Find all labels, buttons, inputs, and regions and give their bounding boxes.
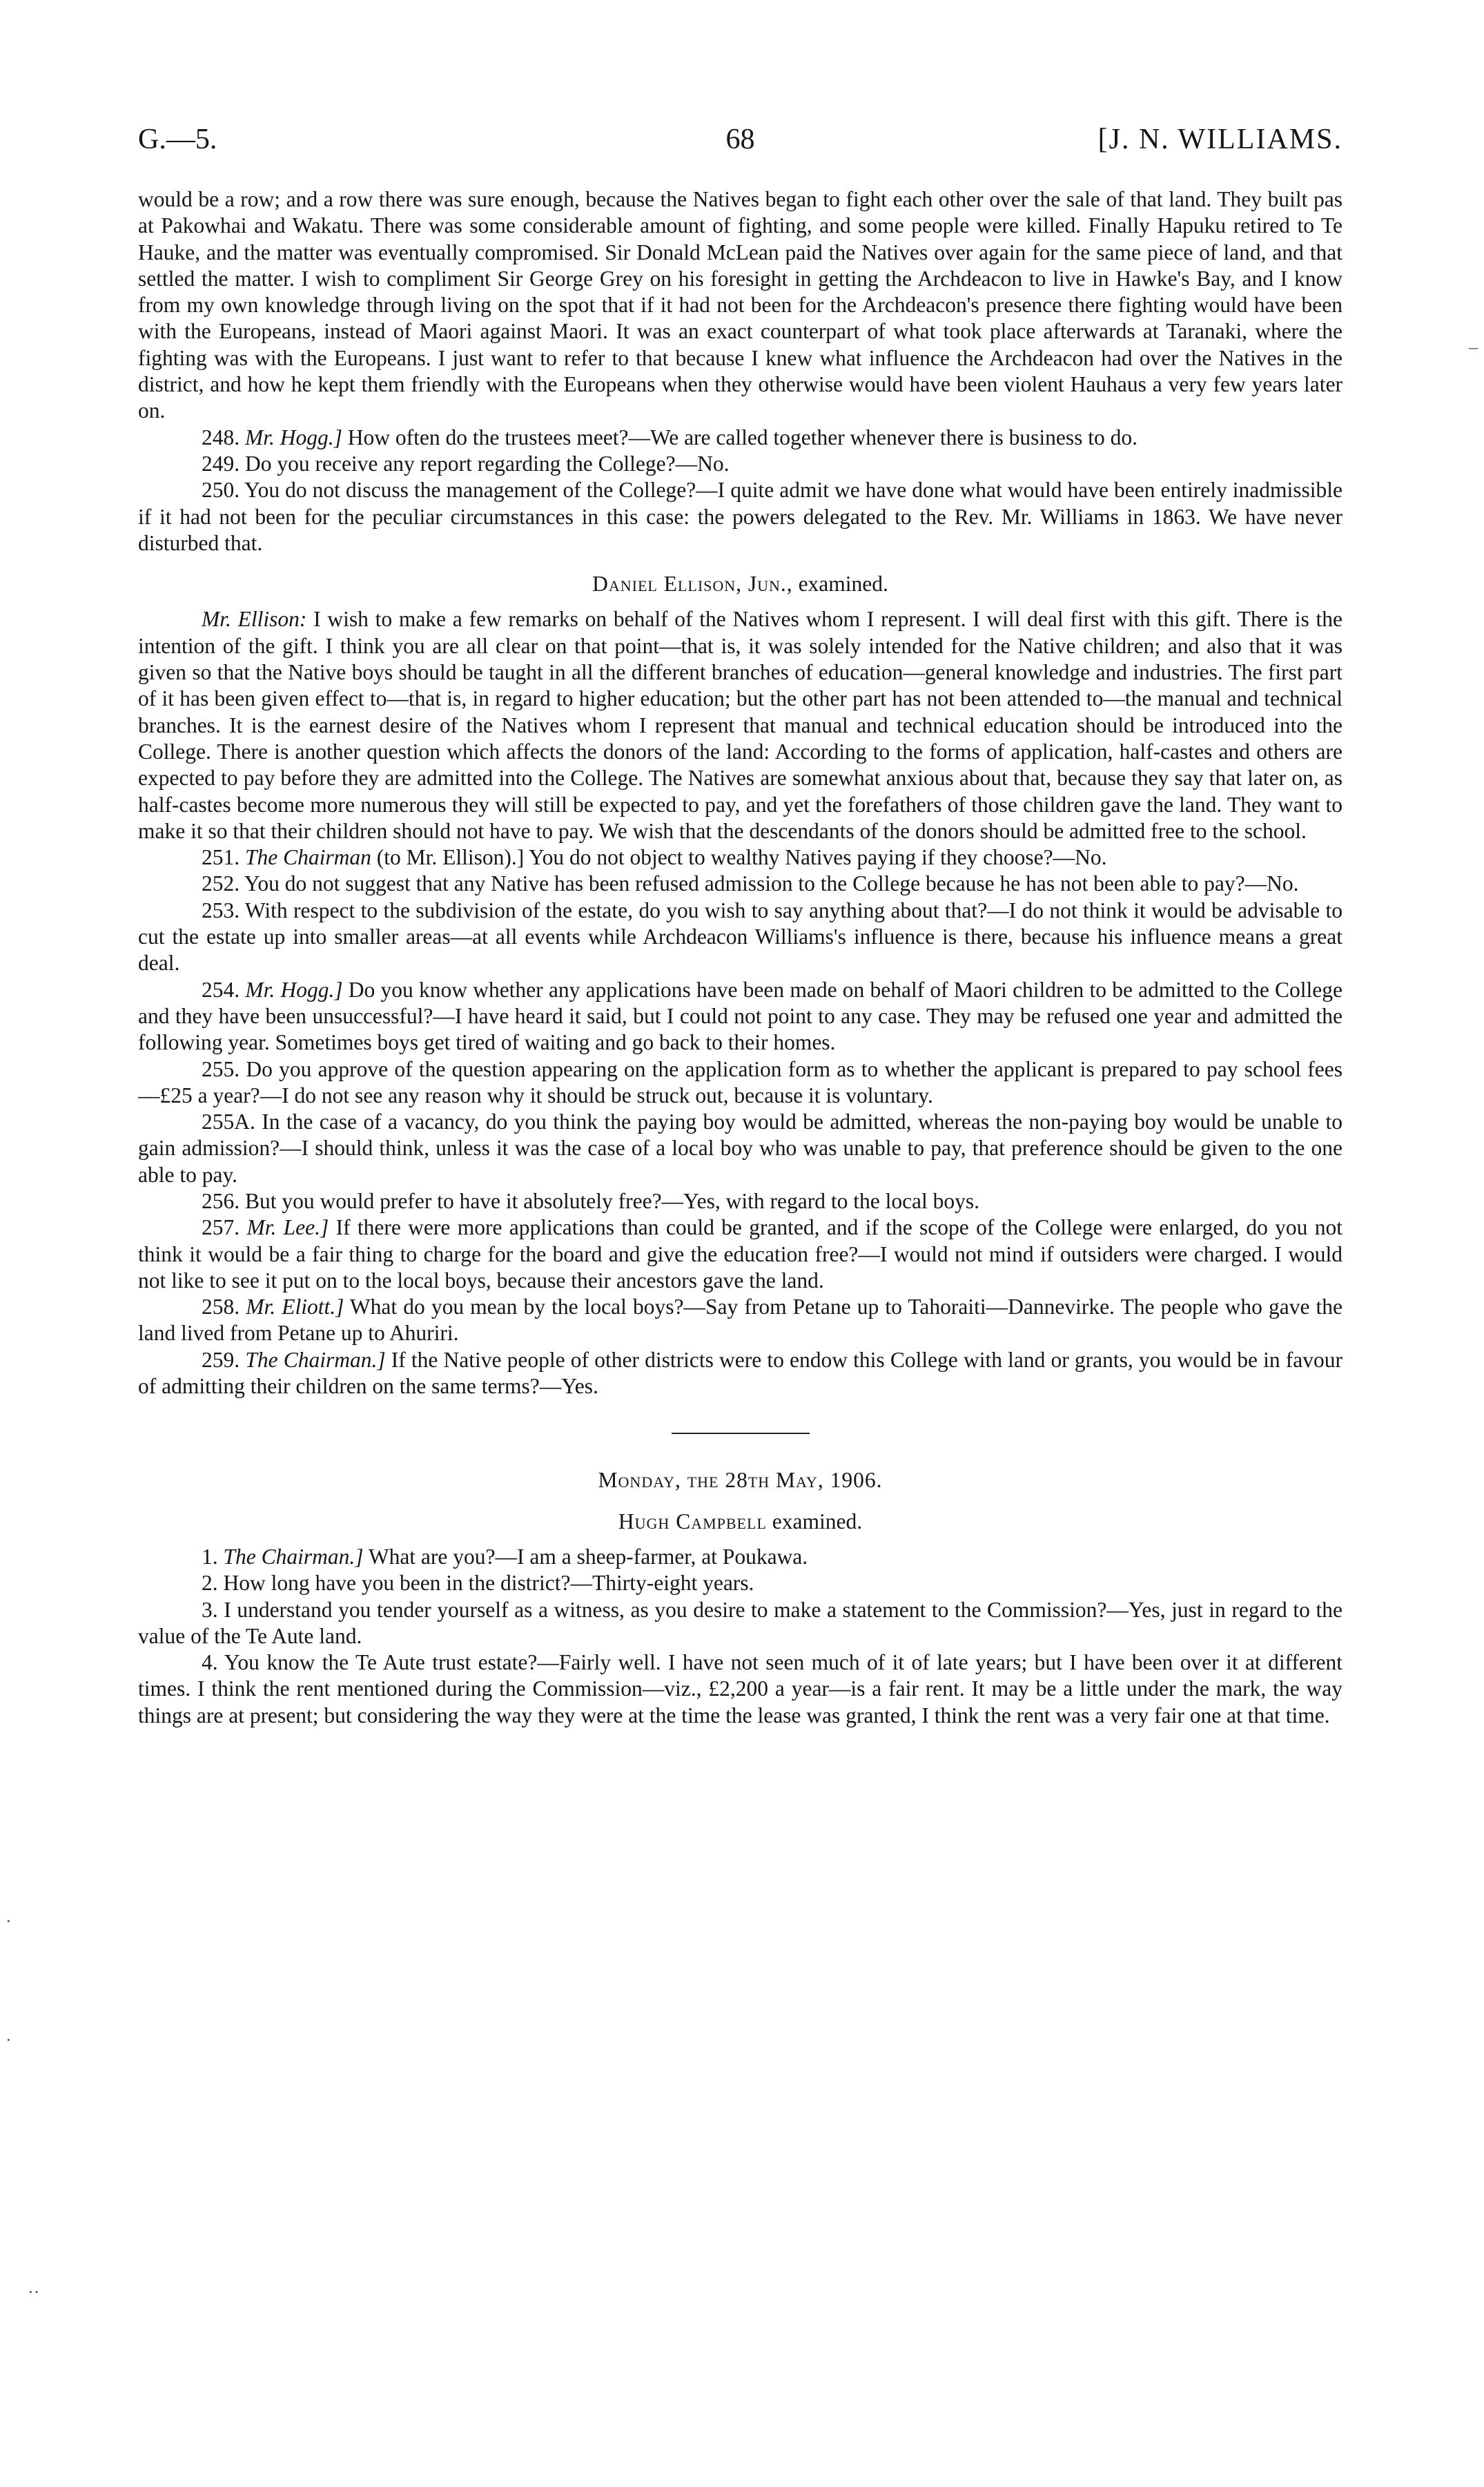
witness-name-header: [J. N. WILLIAMS.: [1097, 124, 1343, 155]
page-body: [138, 186, 1343, 1729]
document-code: G.—5.: [138, 124, 217, 155]
speaker: Mr. Ellison:: [202, 607, 307, 632]
speaker: The Chairman.]: [223, 1544, 364, 1569]
continued-paragraph: would be a row; and a row there was sure enough, because the Natives began to fight each other over the sale of that land. They built pas at Pakowhai and Wakatu. There was some considerable amount of fighting, and some people were killed. Finally Hapuku retired to Te Hauke, and the matter was eventually compromised. Sir Donald McLean paid the Natives over again for the same piece of land, and that settled the matter. I wish to compliment Sir George Grey on his foresight in getting the Archdeacon to live in Hawke's Bay, and I know from my own knowledge through living on the spot that if it had not been for the Archdeacon's presence there fighting would have been with the Europeans, instead of Maori against Maori. It was an exact counterpart of what took place afterwards at Taranaki, where the fighting was with the Europeans. I just want to refer to that because I knew what influence the Archdeacon had over the Natives in the district, and how he kept them friendly with the Europeans when they otherwise would have been violent Hauhaus a very few years later on.: [138, 187, 1343, 423]
question-248: 248. Mr. Hogg.] How often do the trustees meet?—We are called together whenever there is business to do.: [202, 425, 1138, 449]
section-divider: [672, 1433, 810, 1434]
witness-heading-ellison: Daniel Ellison, Jun., examined.: [592, 572, 888, 597]
question-255: 255. Do you approve of the question appearing on the application form as to whether the applicant is prepared to pay school fees—£25 a year?—I do not see any reason why it should be struck out, because it is voluntary.: [138, 1056, 1343, 1107]
question-256: 256. But you would prefer to have it absolutely free?—Yes, with regard to the local boys.: [202, 1188, 980, 1213]
margin-mark: ·: [6, 1911, 12, 1931]
speaker: The Chairman: [245, 845, 371, 870]
margin-mark: ··: [28, 2282, 40, 2302]
question-257: 257. Mr. Lee.] If there were more applications than could be granted, and if the scope of the College were enlarged, do you not think it would be a fair thing to charge for the board and give the education free?—I would not mind if outsiders were charged. I would not like to see it put on to the local boys, because their ancestors gave the land.: [138, 1215, 1343, 1293]
speaker: Mr. Eliott.]: [246, 1295, 344, 1319]
question-259: 259. The Chairman.] If the Native people of other districts were to endow this College with land or grants, you would be in favour of admitting their children on the same terms?—Yes.: [138, 1347, 1343, 1399]
margin-mark: –: [1469, 337, 1478, 357]
question-258: 258. Mr. Eliott.] What do you mean by the local boys?—Say from Petane up to Tahoraiti—Dannevirke. The people who gave the land lived from Petane up to Ahuriri.: [138, 1295, 1343, 1346]
ellison-statement: Mr. Ellison: I wish to make a few remarks on behalf of the Natives whom I represent. I will deal first with this gift. There is the intention of the gift. I think you are all clear on that point—that is, it was solely intended for the Native children; and also that it was given so that the Native boys should be taught in all the different branches of education—general knowledge and industries. The first part of it has been given effect to—that is, in regard to higher education; but the other part has not been attended to—the manual and technical branches. It is the earnest desire of the Natives whom I represent that manual and technical education should be introduced into the College. There is another question which affects the donors of the land: According to the forms of application, half-castes and others are expected to pay before they are admitted into the College. The Natives are somewhat anxious about that, because they say that later on, as half-castes become more numerous they will still be expected to pay, and yet the forefathers of those children gave the land. They want to make it so that their children should not have to pay. We wish that the descendants of the donors should be admitted free to the school.: [138, 607, 1343, 843]
question-1: 1. The Chairman.] What are you?—I am a sheep-farmer, at Poukawa.: [202, 1544, 808, 1569]
question-250: 250. You do not discuss the management of the College?—I quite admit we have done what would have been entirely inadmissible if it had not been for the peculiar circumstances in this case: the powers delegated to the Rev. Mr. Williams in 1863. We have never disturbed that.: [138, 478, 1343, 555]
question-253: 253. With respect to the subdivision of the estate, do you wish to say anything about that?—I do not think it would be advisable to cut the estate up into smaller areas—at all events while Archdeacon Williams's influence is there, because his influence means a great deal.: [138, 898, 1343, 976]
witness-heading-campbell: Hugh Campbell examined.: [618, 1509, 863, 1533]
question-3: 3. I understand you tender yourself as a witness, as you desire to make a statement to the Commission?—Yes, just in regard to the value of the Te Aute land.: [138, 1597, 1343, 1648]
page-number: 68: [725, 124, 755, 155]
question-4: 4. You know the Te Aute trust estate?—Fairly well. I have not seen much of it of late years; but I have been over it at different times. I think the rent mentioned during the Commission—viz., £2,200 a year—is a fair rent. It may be a little under the mark, the way things are at present; but considering the way they were at the time the lease was granted, I think the rent was a very fair one at that time.: [138, 1650, 1343, 1728]
question-252: 252. You do not suggest that any Native has been refused admission to the College because he has not been able to pay?—No.: [202, 871, 1299, 896]
session-date-heading: Monday, the 28th May, 1906.: [598, 1468, 883, 1493]
speaker: The Chairman.]: [245, 1347, 386, 1372]
question-2: 2. How long have you been in the district?—Thirty-eight years.: [202, 1571, 754, 1596]
speaker: Mr. Lee.]: [246, 1215, 329, 1240]
margin-mark: ·: [6, 2030, 12, 2050]
speaker: Mr. Hogg.]: [245, 977, 343, 1002]
page-header: [138, 123, 1343, 164]
question-249: 249. Do you receive any report regarding the College?—No.: [202, 451, 730, 476]
question-255a: 255A. In the case of a vacancy, do you think the paying boy would be admitted, whereas the non-paying boy would be unable to gain admission?—I should think, unless it was the case of a local boy who was unable to pay, that preference should be given to the one able to pay.: [138, 1110, 1343, 1187]
question-251: 251. The Chairman (to Mr. Ellison).] You do not object to wealthy Natives paying if they choose?—No.: [202, 845, 1107, 870]
speaker: Mr. Hogg.]: [245, 425, 342, 449]
question-254: 254. Mr. Hogg.] Do you know whether any applications have been made on behalf of Maori children to be admitted to the College and they have been unsuccessful?—I have heard it said, but I could not point to any case. They may be refused one year and admitted the following year. Sometimes boys get tired of waiting and go back to their homes.: [138, 977, 1343, 1055]
